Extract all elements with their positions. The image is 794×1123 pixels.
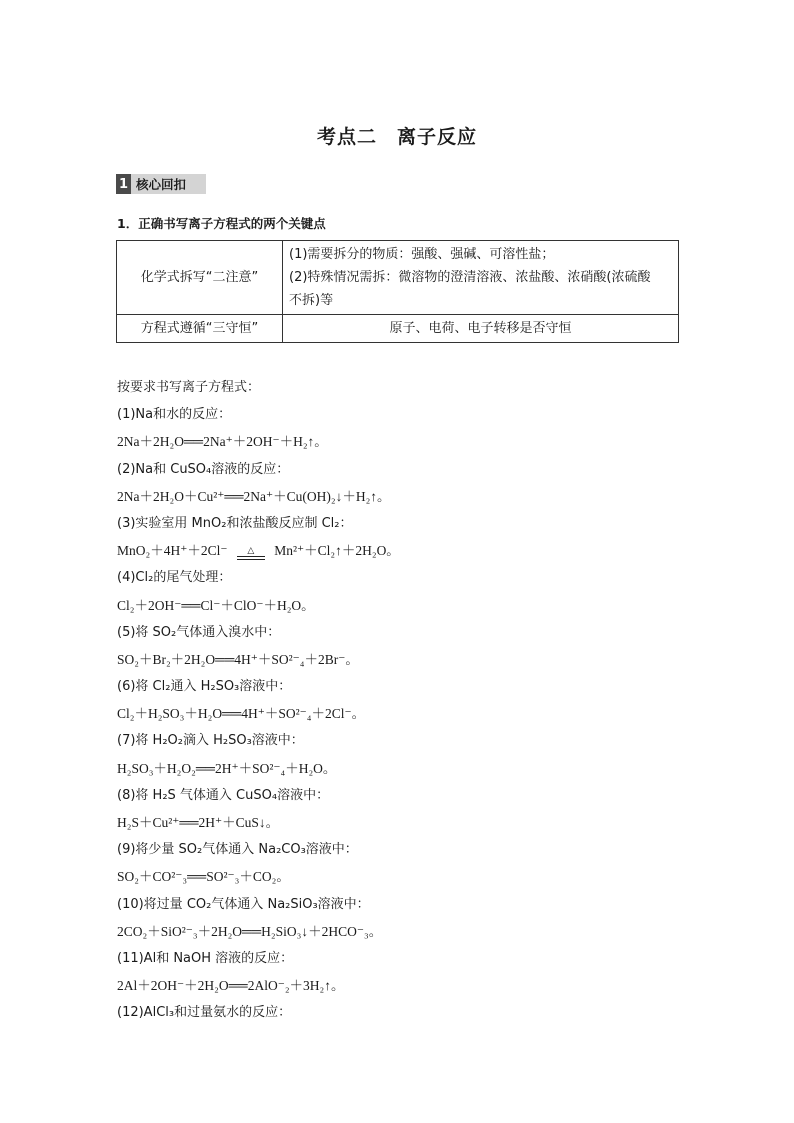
table-row [117, 315, 679, 343]
table-text-line: (2)特殊情况需拆：微溶物的澄清溶液、浓盐酸、浓硝酸(浓硫酸 [289, 270, 651, 285]
table-cell-content: 原子、电荷、电子转移是否守恒 [283, 315, 679, 343]
table-cell-label: 化学式拆写“二注意” [117, 241, 283, 315]
question-line: (4)Cl₂的尾气处理： [117, 570, 232, 586]
equation-line: Cl₂＋H₂SO₃＋H₂O══4H⁺＋SO²⁻₄＋2Cl⁻。 [117, 706, 366, 722]
section-label: 核心回扣 [136, 177, 187, 192]
equation-line: H₂S＋Cu²⁺══2H⁺＋CuS↓。 [117, 815, 280, 830]
key-points-table [116, 240, 679, 343]
question-line: (11)Al和 NaOH 溶液的反应： [117, 950, 294, 966]
table-text-line: (1)需要拆分的物质：强酸、强碱、可溶性盐； [289, 247, 555, 262]
table-cell-label: 方程式遵循“三守恒” [117, 315, 283, 343]
equation-line: 2Al＋2OH⁻＋2H₂O══2AlO⁻₂＋3H₂↑。 [117, 978, 345, 994]
question-line: (5)将 SO₂气体通入溴水中： [117, 624, 281, 640]
heating-condition [237, 546, 265, 560]
question-line: (12)AlCl₃和过量氨水的反应： [117, 1005, 292, 1021]
table-cell-content [283, 241, 679, 315]
intro-text: 按要求书写离子方程式： [117, 380, 261, 395]
question-line: (10)将过量 CO₂气体通入 Na₂SiO₃溶液中： [117, 896, 370, 912]
equation-line: 2Na＋2H₂O══2Na⁺＋2OH⁻＋H₂↑。 [117, 434, 328, 450]
equation-line: 2Na＋2H₂O＋Cu²⁺══2Na⁺＋Cu(OH)₂↓＋H₂↑。 [117, 488, 391, 504]
question-line: (6)将 Cl₂通入 H₂SO₃溶液中： [117, 679, 292, 695]
table-row [117, 241, 679, 315]
question-line: (7)将 H₂O₂滴入 H₂SO₃溶液中： [117, 733, 304, 749]
equation-line: 2CO₂＋SiO²⁻₃＋2H₂O══H₂SiO₃↓＋2HCO⁻₃。 [117, 923, 383, 939]
equation-line: H₂SO₃＋H₂O₂══2H⁺＋SO²⁻₄＋H₂O。 [117, 760, 337, 776]
heat-triangle-icon: △ [247, 545, 255, 556]
equation-line [117, 537, 687, 564]
question-line: (1)Na和水的反应： [117, 407, 232, 423]
equation-left: MnO₂＋4H⁺＋2Cl⁻ [117, 543, 228, 559]
question-line: (2)Na和 CuSO₄溶液的反应： [117, 461, 290, 477]
equation-line: SO₂＋Br₂＋2H₂O══4H⁺＋SO²⁻₄＋2Br⁻。 [117, 651, 359, 667]
equation-line: SO₂＋CO²⁻₃══SO²⁻₃＋CO₂。 [117, 869, 290, 885]
equals-sign-icon [237, 556, 265, 560]
question-line: (9)将少量 SO₂气体通入 Na₂CO₃溶液中： [117, 842, 358, 858]
section-badge [116, 174, 206, 194]
equation-right: Mn²⁺＋Cl₂↑＋2H₂O。 [274, 543, 400, 559]
page-title: 考点二 离子反应 [316, 126, 477, 148]
question-line: (8)将 H₂S 气体通入 CuSO₄溶液中： [117, 787, 330, 803]
equation-line: Cl₂＋2OH⁻══Cl⁻＋ClO⁻＋H₂O。 [117, 597, 315, 613]
question-line: (3)实验室用 MnO₂和浓盐酸反应制 Cl₂： [117, 515, 353, 531]
table-text-line: 不拆)等 [289, 293, 334, 308]
section-number: 1 [116, 174, 131, 194]
subheading: 1．正确书写离子方程式的两个关键点 [117, 216, 326, 231]
exercise-body [117, 374, 687, 1027]
